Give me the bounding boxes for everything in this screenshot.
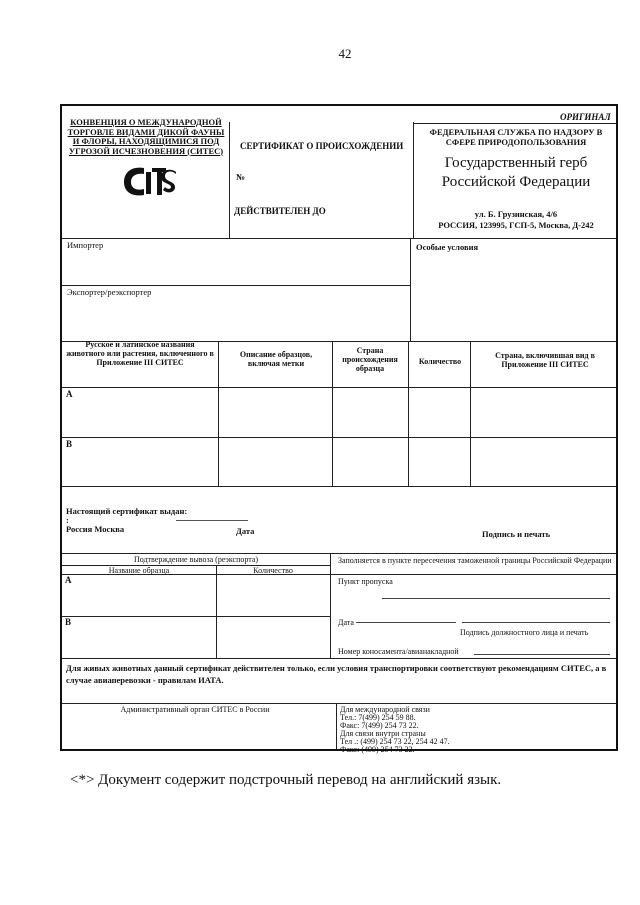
certificate-title: СЕРТИФИКАТ О ПРОИСХОЖДЕНИИ — [240, 141, 404, 151]
convention-title: КОНВЕНЦИЯ О МЕЖДУНАРОДНОЙ ТОРГОВЛЕ ВИДАМИ ДИКОЙ ФАУНЫ И ФЛОРЫ, НАХОДЯЩИМИСЯ ПОД УГРОЗОЙ ИСЧЕЗНОВЕНИЯ (СИТЕС) — [67, 117, 225, 156]
page-number: 42 — [338, 46, 352, 61]
export-col-qty: Количество — [253, 566, 293, 575]
footnote: <*> Документ содержит подстрочный перевод на английский язык. — [70, 772, 502, 788]
issued-colon: : — [66, 515, 69, 525]
domestic-contact-label: Для связи внутри страны — [340, 729, 426, 738]
row-a-label: A — [66, 389, 73, 399]
export-row-b: B — [65, 617, 72, 627]
special-conditions-label: Особые условия — [416, 242, 479, 252]
waybill-label: Номер коносамента/авианакладной — [338, 647, 459, 656]
emblem-line-2: Российской Федерации — [441, 174, 591, 190]
border-note: Заполняется в пункте пересечения таможенной границы Российской Федерации — [338, 556, 612, 565]
valid-until-label: ДЕЙСТВИТЕЛЕН ДО — [234, 206, 326, 216]
intl-tel: Тел.: 7(499) 254 59 88. — [340, 713, 416, 722]
address-line-1: ул. Б. Грузинская, 4/6 — [474, 209, 558, 219]
agency-name: ФЕДЕРАЛЬНАЯ СЛУЖБА ПО НАДЗОРУ В СФЕРЕ ПРИРОДОПОЛЬЗОВАНИЯ — [429, 127, 603, 147]
export-confirmation-title: Подтверждение вывоза (реэкспорта) — [133, 555, 259, 564]
export-col-name: Название образца — [108, 566, 170, 575]
export-row-a: A — [65, 575, 72, 585]
checkpoint-label: Пункт пропуска — [338, 577, 393, 586]
issued-place: Россия Москва — [66, 524, 125, 534]
col-origin: Страна происхождения образца — [342, 346, 398, 373]
cites-logo — [118, 162, 180, 202]
row-b-label: B — [66, 439, 73, 449]
importer-label: Импортер — [67, 240, 104, 250]
intl-fax: Факс: 7(499) 254 73 22. — [340, 721, 419, 730]
admin-authority-label: Административный орган СИТЕС в России — [120, 705, 270, 714]
official-signature-label: Подпись должностного лица и печать — [460, 628, 589, 637]
signature-seal-label: Подпись и печать — [482, 529, 551, 539]
emblem-line-1: Государственный герб — [444, 155, 588, 171]
issued-date-label: Дата — [236, 526, 255, 536]
transport-notice: Для живых животных данный сертификат действителен только, если условия транспортировки соответствуют рекомендациям СИТЕС, а в случае авиаперевозки - правилам ИАТА. — [66, 663, 607, 685]
exporter-label: Экспортер/реэкспортер — [67, 287, 152, 297]
number-label: № — [236, 172, 246, 182]
confirmation-date-label: Дата — [338, 618, 354, 627]
original-mark: ОРИГИНАЛ — [560, 112, 611, 122]
col-description: Описание образцов, включая метки — [239, 350, 313, 368]
issued-label: Настоящий сертификат выдан: — [66, 506, 188, 516]
col-quantity: Количество — [418, 357, 462, 366]
col-species: Русское и латинское названия животного или растения, включенного в Приложение III СИТЕС — [66, 340, 214, 367]
domestic-fax: Факс: (499) 254 73 22. — [340, 745, 415, 754]
intl-contact-label: Для международной связи — [340, 705, 430, 714]
domestic-tel: Тел .: (499) 254 73 22, 254 42 47. — [340, 737, 450, 746]
address-line-2: РОССИЯ, 123995, ГСП-5, Москва, Д-242 — [438, 220, 594, 230]
col-appendix-country: Страна, включившая вид в Приложение III СИТЕС — [495, 351, 595, 369]
